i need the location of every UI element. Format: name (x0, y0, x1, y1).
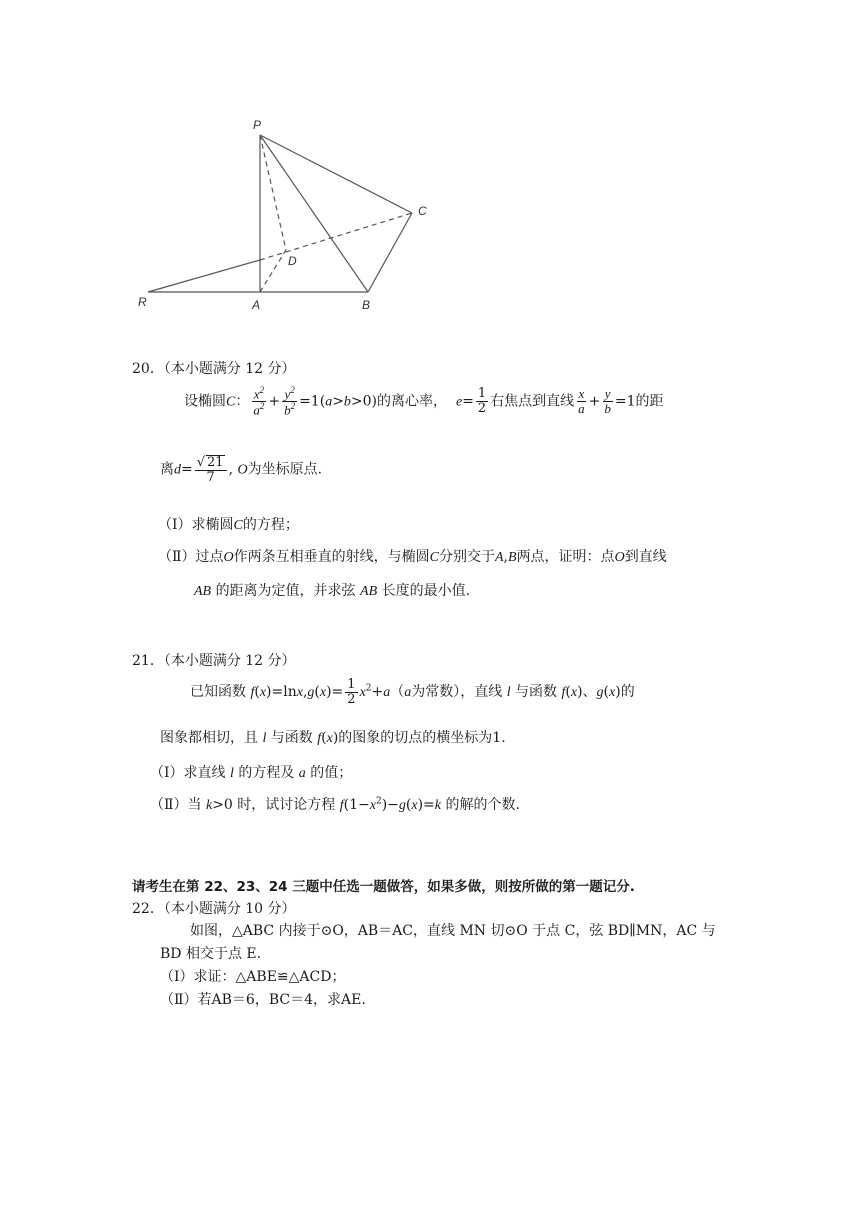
q21-title (132, 650, 296, 670)
q22-title (132, 898, 296, 918)
q21-line1: 已知函数 f(x)=lnx,g(x)= $\frac{1}{2}$ $x^2+a(a$为常数），直线 l 与函数 f(x)、g(x)的 (190, 677, 635, 707)
q22-number: 22． (132, 901, 164, 917)
q22-header: （本小题满分 10 分） (163, 901, 296, 917)
q20-title (132, 358, 296, 378)
label-B: B (362, 298, 371, 312)
q21-header: （本小题满分 12 分） (163, 653, 296, 669)
geometry-figure (130, 110, 440, 320)
q20-part2-line2: AB 的距离为定值，并求弦 AB 长度的最小值. (194, 583, 471, 599)
q20-line1: 设椭圆C： $\frac{x^2}{a^2}$ + $\frac{y^2}{b^2}$ =1(a>b>0)的离心率， e= $\frac{1}{2}$ 右焦点到直线 $\frac{x}{a}$ + $\frac{y}{b}$ =1的距 (184, 385, 664, 418)
q21-part1: （Ⅰ）求直线 l 的方程及 a 的值； (150, 765, 353, 781)
q22-line1: 如图，△ABC 内接于⊙O，AB＝AC，直线 MN 切⊙O 于点 C，弦 BD∥MN，AC 与 (190, 923, 716, 939)
edge-RD (148, 260, 260, 292)
label-D: D (288, 254, 297, 268)
q21-number: 21． (132, 653, 164, 669)
label-C: C (418, 204, 427, 218)
edge-PD-dashed (260, 135, 286, 250)
q20-part1: （Ⅰ）求椭圆C的方程； (158, 517, 299, 533)
label-P: P (253, 118, 262, 132)
q22-part1: （Ⅰ）求证：△ABE≌△ACD； (160, 969, 346, 985)
q21-line2: 图象都相切，且 l 与函数 f(x)的图象的切点的横坐标为1. (160, 730, 506, 746)
q22-part2: （Ⅱ）若AB＝6，BC＝4，求AE. (160, 992, 366, 1008)
q20-header: （本小题满分 12 分） (163, 361, 296, 377)
edge-PC (260, 135, 412, 213)
label-A: A (252, 298, 261, 312)
q20-number: 20． (132, 361, 164, 377)
q20-line2: 离d= $\frac{√ 21}{7}$ , O为坐标原点. (160, 455, 323, 485)
q22-line2: BD 相交于点 E. (160, 946, 262, 962)
optional-question-notice: 请考生在第 22、23、24 三题中任选一题做答，如果多做，则按所做的第一题记分. (132, 879, 635, 895)
edge-PB (260, 135, 368, 292)
q21-part2: （Ⅱ）当 k>0 时，试讨论方程 $f(1-x^2)-g(x)=k$ 的解的个数. (150, 796, 520, 813)
q20-part2: （Ⅱ）过点O作两条互相垂直的射线，与椭圆C分别交于A,B两点，证明：点O到直线 (158, 549, 667, 565)
label-R: R (138, 295, 147, 309)
